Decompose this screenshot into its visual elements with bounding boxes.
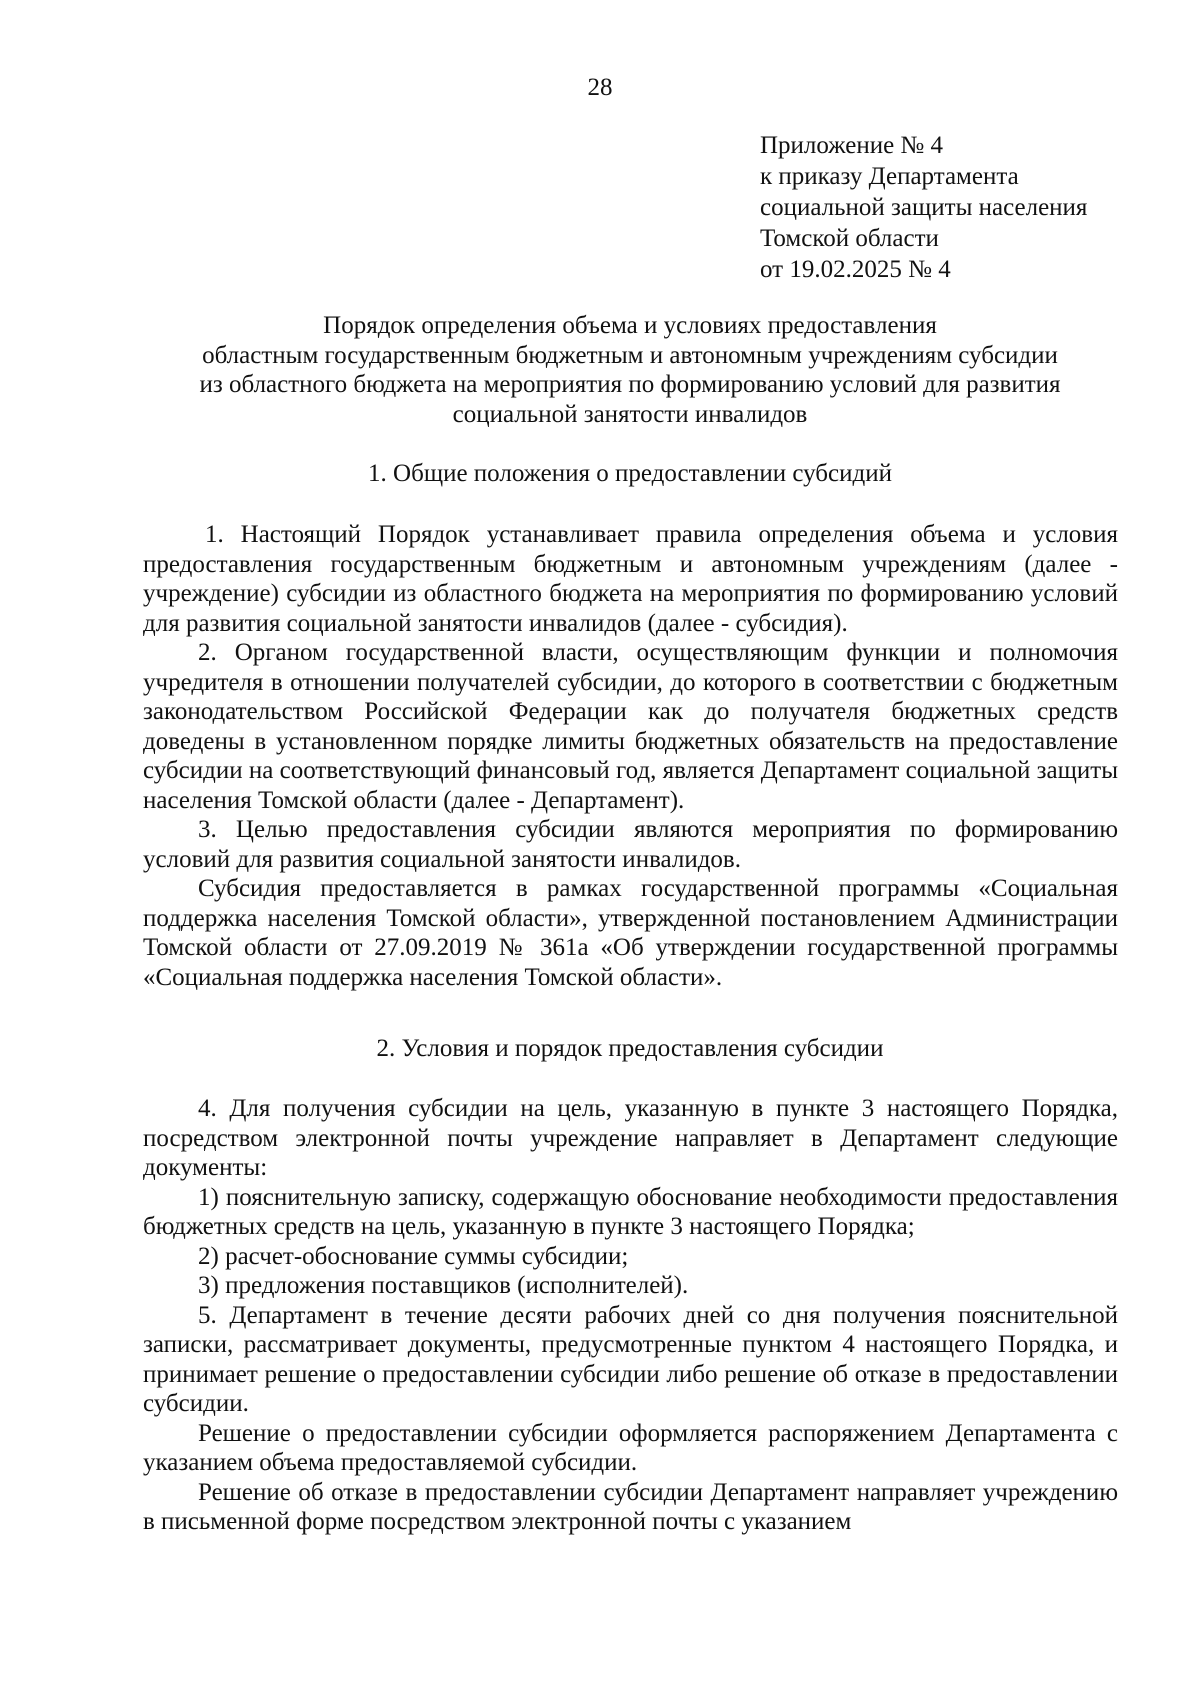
appendix-line: от 19.02.2025 № 4 xyxy=(760,256,951,283)
document-title xyxy=(130,311,1130,429)
appendix-line: социальной защиты населения xyxy=(760,194,1088,221)
section-1-body xyxy=(143,520,1118,992)
paragraph: 1. Настоящий Порядок устанавливает правила определения объема и условия предоставления государственным бюджетным и автономным учреждениям (далее - учреждение) субсидии из областного бюджета на мероприятия по формированию условий для развития социальной занятости инвалидов (далее - субсидия). xyxy=(143,521,1118,637)
page-number: 28 xyxy=(587,74,613,101)
paragraph: 3) предложения поставщиков (исполнителей). xyxy=(198,1272,689,1299)
paragraph: Решение о предоставлении субсидии оформляется распоряжением Департамента с указанием объема предоставляемой субсидии. xyxy=(143,1419,1118,1476)
title-line: Порядок определения объема и условиях предоставления xyxy=(323,312,937,339)
paragraph: 5. Департамент в течение десяти рабочих дней со дня получения пояснительной записки, рассматривает документы, предусмотренные пунктом 4 настоящего Порядка, и принимает решение о предоставлении субсидии либо решение об отказе в предоставлении субсидии. xyxy=(143,1301,1118,1417)
paragraph: 2. Органом государственной власти, осуществляющим функции и полномочия учредителя в отношении получателей субсидии, до которого в соответствии с бюджетным законодательством Российской Федерации как до получателя бюджетных средств доведены в установленном порядке лимиты бюджетных обязательств на предоставление субсидии на соответствующий финансовый год, является Департамент социальной защиты населения Томской области (далее - Департамент). xyxy=(143,639,1118,814)
section-1-heading: 1. Общие положения о предоставлении субсидий xyxy=(368,460,892,487)
appendix-line: к приказу Департамента xyxy=(760,163,1019,190)
paragraph: Решение об отказе в предоставлении субсидии Департамент направляет учреждению в письменной форме посредством электронной почты с указанием xyxy=(143,1478,1118,1535)
appendix-line: Приложение № 4 xyxy=(760,132,944,159)
title-line: из областного бюджета на мероприятия по формированию условий для развития xyxy=(199,371,1061,398)
section-2-body xyxy=(143,1094,1118,1537)
paragraph: 1) пояснительную записку, содержащую обоснование необходимости предоставления бюджетных средств на цель, указанную в пункте 3 настоящего Порядка; xyxy=(143,1183,1118,1240)
appendix-block xyxy=(760,130,1087,285)
title-line: областным государственным бюджетным и автономным учреждениям субсидии xyxy=(202,341,1058,369)
title-line: социальной занятости инвалидов xyxy=(452,400,808,428)
section-2-heading: 2. Условия и порядок предоставления субсидии xyxy=(376,1035,884,1062)
paragraph: Субсидия предоставляется в рамках государственной программы «Социальная поддержка населения Томской области», утвержденной постановлением Администрации Томской области от 27.09.2019 № 361а «Об утверждении государственной программы «Социальная поддержка населения Томской области». xyxy=(143,875,1118,991)
appendix-line: Томской области xyxy=(760,225,939,252)
paragraph: 4. Для получения субсидии на цель, указанную в пункте 3 настоящего Порядка, посредством электронной почты учреждение направляет в Департамент следующие документы: xyxy=(143,1095,1118,1181)
paragraph: 3. Целью предоставления субсидии являются мероприятия по формированию условий для развития социальной занятости инвалидов. xyxy=(143,816,1118,873)
paragraph: 2) расчет-обоснование суммы субсидии; xyxy=(198,1242,629,1270)
